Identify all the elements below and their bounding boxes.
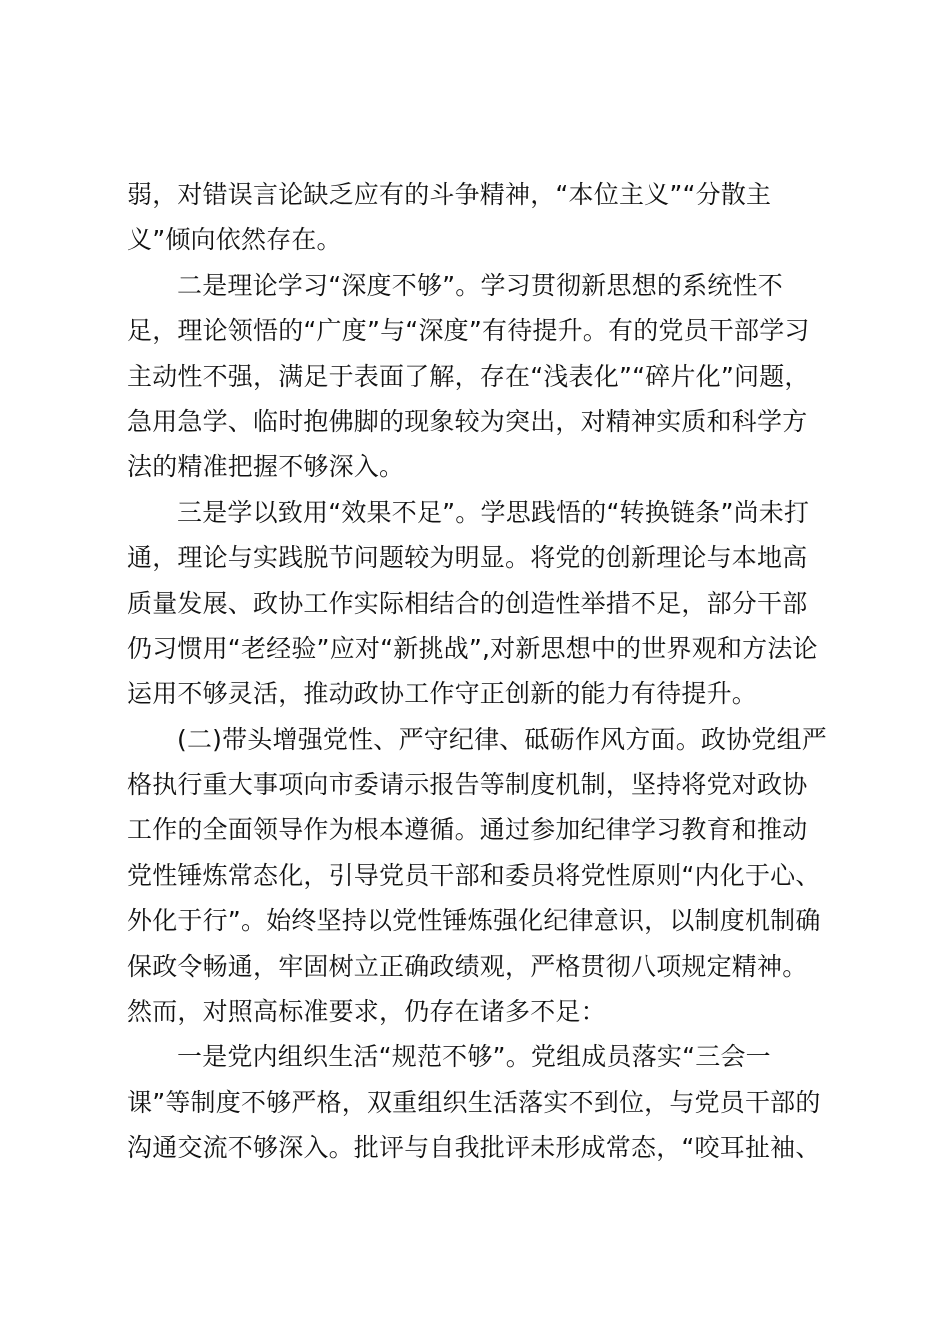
- text-line: 仍习惯用“老经验”应对“新挑战”,对新思想中的世界观和方法论: [127, 633, 818, 663]
- text-line: 足，理论领悟的“广度”与“深度”有待提升。有的党员干部学习: [127, 316, 810, 346]
- text-line: 工作的全面领导作为根本遵循。通过参加纪律学习教育和推动: [127, 815, 808, 845]
- paragraph-first-line: 一是党内组织生活“规范不够”。党组成员落实“三会一: [177, 1042, 771, 1072]
- text-line: 保政令畅通，牢固树立正确政绩观，严格贯彻八项规定精神。: [127, 951, 808, 981]
- text-line: 沟通交流不够深入。批评与自我批评未形成常态，“咬耳扯袖、: [127, 1133, 821, 1163]
- text-line: 主动性不强，满足于表面了解，存在“浅表化”“碎片化”问题，: [127, 361, 810, 391]
- text-line: 党性锤炼常态化，引导党员干部和委员将党性原则“内化于心、: [127, 860, 821, 890]
- text-line: 急用急学、临时抱佛脚的现象较为突出，对精神实质和科学方: [127, 406, 808, 436]
- text-line: 格执行重大事项向市委请示报告等制度机制，坚持将党对政协: [127, 770, 808, 800]
- text-line: 质量发展、政协工作实际相结合的创造性举措不足，部分干部: [127, 588, 808, 618]
- document-body-text: [127, 172, 833, 1171]
- text-line: 然而，对照高标准要求，仍存在诸多不足：: [127, 997, 606, 1027]
- text-line: 外化于行”。始终坚持以党性锤炼强化纪律意识，以制度机制确: [127, 906, 821, 936]
- text-line: 课”等制度不够严格，双重组织生活落实不到位，与党员干部的: [127, 1087, 821, 1117]
- text-line: 弱，对错误言论缺乏应有的斗争精神，“本位主义”“分散主: [127, 180, 772, 209]
- text-line: 义”倾向依然存在。: [127, 225, 342, 255]
- paragraph-first-line: 三是学以致用“效果不足”。学思践悟的“转换链条”尚未打: [177, 497, 810, 527]
- text-line: 通，理论与实践脱节问题较为明显。将党的创新理论与本地高: [127, 543, 808, 573]
- text-line: 法的精准把握不够深入。: [127, 452, 405, 482]
- text-line: 运用不够灵活，推动政协工作守正创新的能力有待提升。: [127, 679, 758, 709]
- paragraph-first-line: (二)带头增强党性、严守纪律、砥砺作风方面。政协党组严: [177, 724, 827, 754]
- paragraph-first-line: 二是理论学习“深度不够”。学习贯彻新思想的系统性不: [177, 270, 783, 300]
